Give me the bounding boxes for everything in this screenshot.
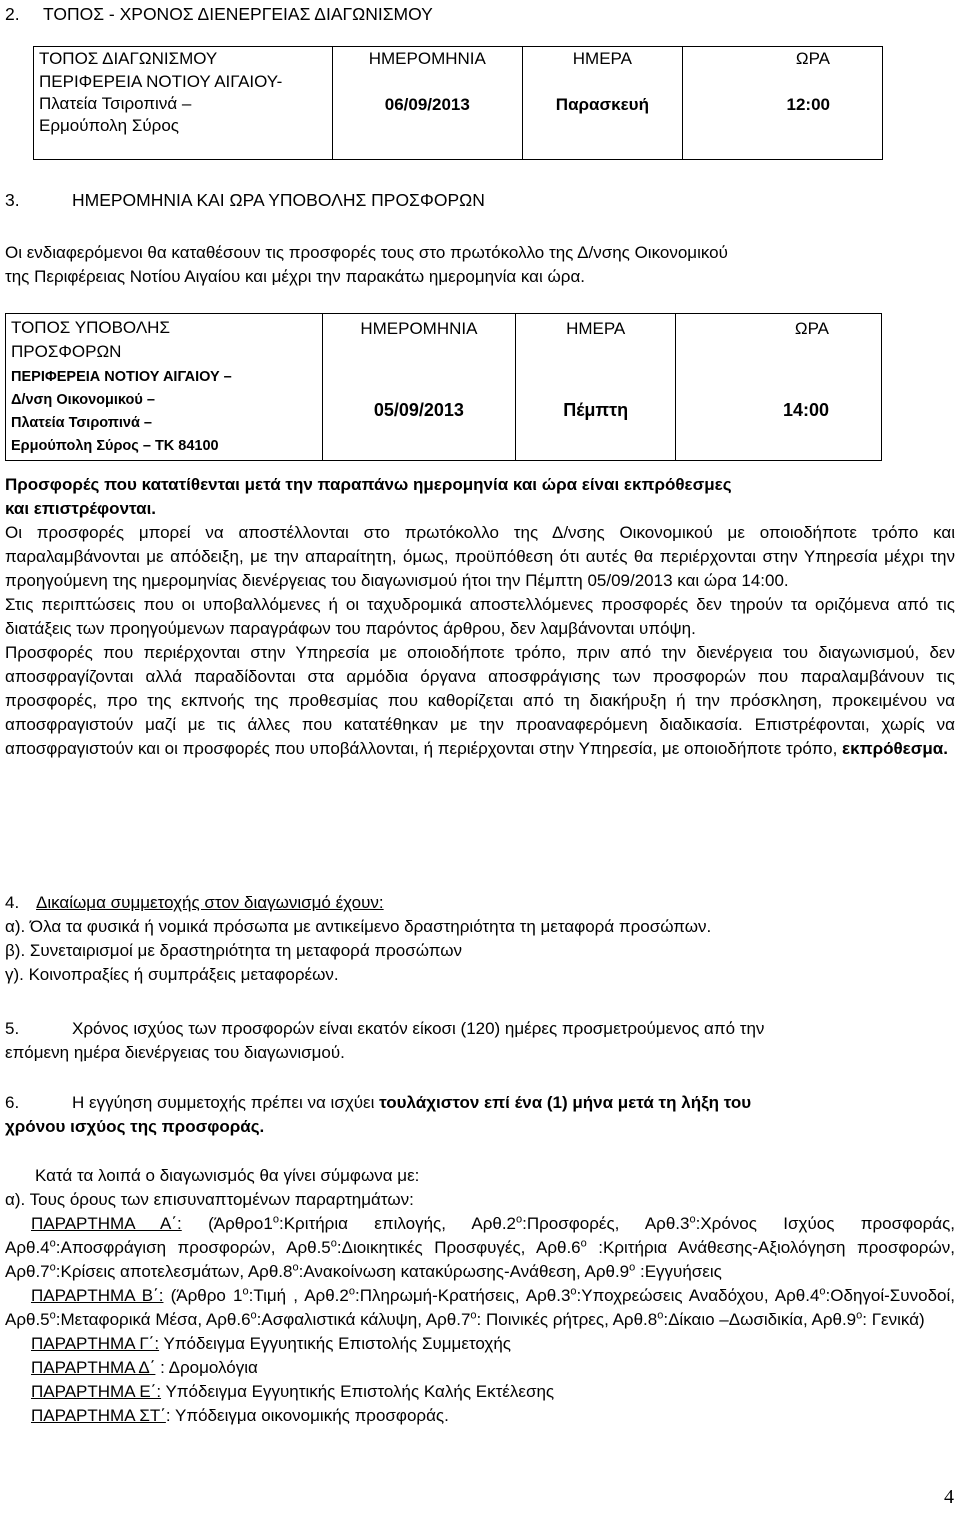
superscript: ο: [580, 1237, 587, 1250]
annex-text: :Ανακοίνωση: [298, 1262, 396, 1281]
annex-text: :Εγγυήσεις: [635, 1262, 722, 1281]
annex-text: :Κριτήρια επιλογής, Αρθ.2: [278, 1214, 517, 1233]
header-place: [6, 314, 323, 367]
annex-text: : Δρομολόγια: [155, 1358, 258, 1377]
header-day: ΗΜΕΡΑ: [515, 314, 676, 367]
superscript: ο: [570, 1285, 577, 1298]
annex-label: ΠΑΡΑΡΤΗΜΑ Α΄:: [31, 1214, 182, 1233]
header-date: ΗΜΕΡΟΜΗΝΙΑ: [322, 314, 515, 367]
section-text: επόμενη ημέρα διενέργειας του διαγωνισμού.: [5, 1043, 345, 1062]
superscript: ο: [330, 1237, 337, 1250]
paragraph: Στις περιπτώσεις που οι υποβαλλόμενες ή οι ταχυδρομικά αποστελλόμενες προσφορές δεν τηρούν τα οριζόμενα από τις διατάξεις των προηγούμενων παραγράφων του παρόντος άρθρου, δεν λαμβάνονται υπόψη.: [5, 595, 955, 638]
section-title: ΗΜΕΡΟΜΗΝΙΑ ΚΑΙ ΩΡΑ ΥΠΟΒΟΛΗΣ ΠΡΟΣΦΟΡΩΝ: [72, 190, 485, 210]
annex-text: ρήτρες, Αρθ.8: [552, 1310, 658, 1329]
annex-label: ΠΑΡΑΡΤΗΜΑ Ε΄:: [31, 1382, 162, 1401]
place-line: Ερμούπολη Σύρος: [39, 116, 179, 135]
submission-table: [5, 313, 882, 461]
place-line: Δ/νση Οικονομικού –: [11, 392, 155, 408]
annex-label: ΠΑΡΑΡΤΗΜΑ Γ΄:: [31, 1334, 160, 1353]
section-4-heading: [5, 891, 955, 915]
annex-text: κατακύρωσης-Ανάθεση, Αρθ.9: [400, 1262, 630, 1281]
annex-section: [5, 1164, 955, 1428]
superscript: ο: [819, 1285, 826, 1298]
day-cell: Παρασκευή: [522, 71, 683, 160]
time-cell: 12:00: [683, 71, 883, 160]
annex-text: :Χρόνος Ισχύος: [695, 1214, 835, 1233]
superscript: ο: [348, 1285, 355, 1298]
annex-text: Υπόδειγμα Εγγυητικής Επιστολής Συμμετοχής: [159, 1334, 511, 1353]
annex-text: : Γενικά): [862, 1310, 925, 1329]
superscript: ο: [856, 1309, 863, 1322]
superscript: ο: [49, 1309, 56, 1322]
annex-subheading: α). Τους όρους των επισυναπτομένων παραρτημάτων:: [5, 1190, 414, 1209]
intro-line: της Περιφέρειας Νοτίου Αιγαίου και μέχρι την παρακάτω ημερομηνία και ώρα.: [5, 267, 586, 286]
section-number: 5.: [5, 1019, 20, 1038]
header-date: ΗΜΕΡΟΜΗΝΙΑ: [333, 47, 523, 72]
annex-text: (Άρθρο 1: [163, 1286, 243, 1305]
section-number: 4.: [5, 893, 20, 912]
annex-text: :Οδηγοί-Συνοδοί, Αρθ.5: [5, 1286, 955, 1329]
annex-label: ΠΑΡΑΡΤΗΜΑ Δ΄: [31, 1358, 156, 1377]
section-bold-text: τουλάχιστον επί ένα (1) μήνα μετά τη λήξη του: [379, 1093, 752, 1112]
section-3-heading: [5, 188, 485, 212]
annex-text: :Διοικητικές Προσφυγές, Αρθ.6: [336, 1238, 581, 1257]
list-item: α). Όλα τα φυσικά ή νομικά πρόσωπα με αντικείμενο δραστηριότητα τη μεταφορά προσώπων.: [5, 917, 712, 936]
page-number: 4: [944, 1486, 954, 1508]
day-cell: Πέμπτη: [515, 366, 676, 461]
annex-D: [5, 1356, 955, 1380]
header-time: ΩΡΑ: [676, 314, 882, 367]
annex-text: Αρθ.4: [774, 1286, 820, 1305]
paragraph-bold-text: εκπρόθεσμα.: [842, 739, 948, 758]
place-cell: [34, 71, 333, 160]
intro-line: Οι ενδιαφερόμενοι θα καταθέσουν τις προσφορές τους στο πρωτόκολλο της Δ/νσης Οικονομικού: [5, 243, 728, 262]
section-bold-text: χρόνου ισχύος της προσφοράς.: [5, 1117, 265, 1136]
section-6: [5, 1091, 955, 1139]
paragraph-text: Προσφορές που περιέρχονται στην Υπηρεσία με οποιοδήποτε τρόπο, πριν από την διενέργεια του διαγωνισμού, δεν αποσφραγίζονται αλλά παραδίδονται στα αρμόδια όργανα αποσφράγισης των προσφορών που παραλαμβάνουν τις προσφορές, προ της εκπνοής της προθεσμίας που καθορίζεται από τη διακήρυξη ή την πρόσκληση, προκειμένου να αποσφραγιστούν μαζί με τις άλλες που κατατέθηκαν με την προαναφερόμενη διαδικασία. Επιστρέφονται, χωρίς να αποσφραγιστούν και οι προσφορές που υποβάλλονται, ή περιέρχονται στην Υπηρεσία, με οποιοδήποτε τρόπο,: [5, 643, 955, 758]
header-time: ΩΡΑ: [683, 47, 883, 72]
section-6-line: [5, 1091, 955, 1115]
place-line: ΠΕΡΙΦΕΡΕΙΑ ΝΟΤΙΟΥ ΑΙΓΑΙΟΥ-: [39, 72, 283, 91]
section-5-line: [5, 1017, 955, 1041]
annex-text: : Ποινικές: [476, 1310, 549, 1329]
header-place: ΤΟΠΟΣ ΔΙΑΓΩΝΙΣΜΟΥ: [34, 47, 333, 72]
annex-text: Υπόδειγμα Εγγυητικής Επιστολής Καλής Εκτέλεσης: [161, 1382, 555, 1401]
annex-text: :Αποσφράγιση προσφορών, Αρθ.5: [55, 1238, 331, 1257]
annex-ST: [5, 1404, 955, 1428]
annex-G: [5, 1332, 955, 1356]
place-line: Πλατεία Τσιροπινά –: [39, 94, 192, 113]
section-3-intro: [5, 241, 955, 289]
paragraph: [5, 641, 955, 761]
place-line: Ερμούπολη Σύρος – ΤΚ 84100: [11, 438, 219, 454]
annex-text: :Προσφορές, Αρθ.3: [522, 1214, 690, 1233]
annex-text: : Υπόδειγμα οικονομικής προσφοράς.: [165, 1406, 449, 1425]
annex-text: Ανάθεσης-Αξιολόγηση προσφορών, Αρθ.7: [5, 1238, 955, 1281]
annex-label: ΠΑΡΑΡΤΗΜΑ Β΄:: [31, 1286, 164, 1305]
annex-text: :Κρίσεις αποτελεσμάτων, Αρθ.8: [55, 1262, 293, 1281]
section-number: 2.: [5, 4, 20, 24]
annex-text: :Υποχρεώσεις Αναδόχου,: [576, 1286, 769, 1305]
place-line: Πλατεία Τσιροπινά –: [11, 415, 152, 431]
section-3-body: [5, 473, 955, 761]
annex-text: :Τιμή , Αρθ.2: [248, 1286, 349, 1305]
late-offers-note: [5, 473, 955, 521]
superscript: ο: [470, 1309, 477, 1322]
section-number: 3.: [5, 190, 20, 210]
annex-label: ΠΑΡΑΡΤΗΜΑ ΣΤ΄: [31, 1406, 166, 1425]
annex-text: :Μεταφορικά Μέσα, Αρθ.6: [55, 1310, 251, 1329]
annex-A: [5, 1212, 955, 1284]
annex-text: (Άρθρο1: [181, 1214, 273, 1233]
header-line: ΤΟΠΟΣ ΥΠΟΒΟΛΗΣ: [11, 318, 170, 337]
date-cell: 06/09/2013: [333, 71, 523, 160]
section-4: [5, 891, 955, 987]
table-header-row: [6, 314, 882, 367]
annex-text: προσφοράς, Αρθ.4: [5, 1214, 956, 1257]
section-5: [5, 1017, 955, 1065]
annex-text: :Κριτήρια: [586, 1238, 668, 1257]
superscript: ο: [657, 1309, 664, 1322]
section-title: Δικαίωμα συμμετοχής στον διαγωνισμό έχουν:: [36, 893, 384, 912]
table-header-row: [34, 47, 883, 72]
superscript: ο: [516, 1213, 523, 1226]
annex-text: :Δίκαιο –Δωσιδικία, Αρθ.9: [663, 1310, 857, 1329]
superscript: ο: [49, 1261, 56, 1274]
table-row: [6, 366, 882, 461]
table-row: [34, 71, 883, 160]
section-2-heading: [5, 2, 433, 26]
header-day: ΗΜΕΡΑ: [522, 47, 683, 72]
annex-B: [5, 1284, 955, 1332]
paragraph: Οι προσφορές μπορεί να αποστέλλονται στο πρωτόκολλο της Δ/νσης Οικονομικού με οποιοδήποτε τρόπο και παραλαμβάνονται με απόδειξη, με την απαραίτητη, όμως, προϋπόθεση ότι αυτές θα περιέρχονται στην Υπηρεσία μέχρι την προηγούμενη της ημερομηνίας διενέργειας του διαγωνισμού ήτοι την Πέμπτη 05/09/2013 και ώρα 14:00.: [5, 523, 955, 590]
annex-intro: Κατά τα λοιπά ο διαγωνισμός θα γίνει σύμφωνα με:: [35, 1166, 420, 1185]
note-line: και επιστρέφονται.: [5, 499, 157, 518]
superscript: ο: [629, 1261, 636, 1274]
superscript: ο: [49, 1237, 56, 1250]
date-cell: 05/09/2013: [322, 366, 515, 461]
place-cell: [6, 366, 323, 461]
superscript: ο: [250, 1309, 257, 1322]
superscript: ο: [689, 1213, 696, 1226]
annex-text: :Πληρωμή-Κρατήσεις, Αρθ.3: [354, 1286, 571, 1305]
section-text: Η εγγύηση συμμετοχής πρέπει να ισχύει: [72, 1093, 380, 1112]
header-line: ΠΡΟΣΦΟΡΩΝ: [11, 342, 122, 361]
superscript: ο: [292, 1261, 299, 1274]
section-title: ΤΟΠΟΣ - ΧΡΟΝΟΣ ΔΙΕΝΕΡΓΕΙΑΣ ΔΙΑΓΩΝΙΣΜΟΥ: [43, 4, 433, 24]
place-line: ΠΕΡΙΦΕΡΕΙΑ ΝΟΤΙΟΥ ΑΙΓΑΙΟΥ –: [11, 369, 232, 385]
annex-text: :Ασφαλιστικά κάλυψη, Αρθ.7: [256, 1310, 471, 1329]
list-item: β). Συνεταιρισμοί με δραστηριότητα τη μεταφορά προσώπων: [5, 941, 463, 960]
superscript: ο: [272, 1213, 279, 1226]
list-item: γ). Κοινοπραξίες ή συμπράξεις μεταφορέων.: [5, 965, 339, 984]
section-text: Χρόνος ισχύος των προσφορών είναι εκατόν είκοσι (120) ημέρες προσμετρούμενος από την: [72, 1019, 765, 1038]
annex-E: [5, 1380, 955, 1404]
note-line: Προσφορές που κατατίθενται μετά την παραπάνω ημερομηνία και ώρα είναι εκπρόθεσμες: [5, 475, 732, 494]
section-number: 6.: [5, 1093, 20, 1112]
time-cell: 14:00: [676, 366, 882, 461]
venue-table: [33, 46, 883, 160]
superscript: ο: [242, 1285, 249, 1298]
